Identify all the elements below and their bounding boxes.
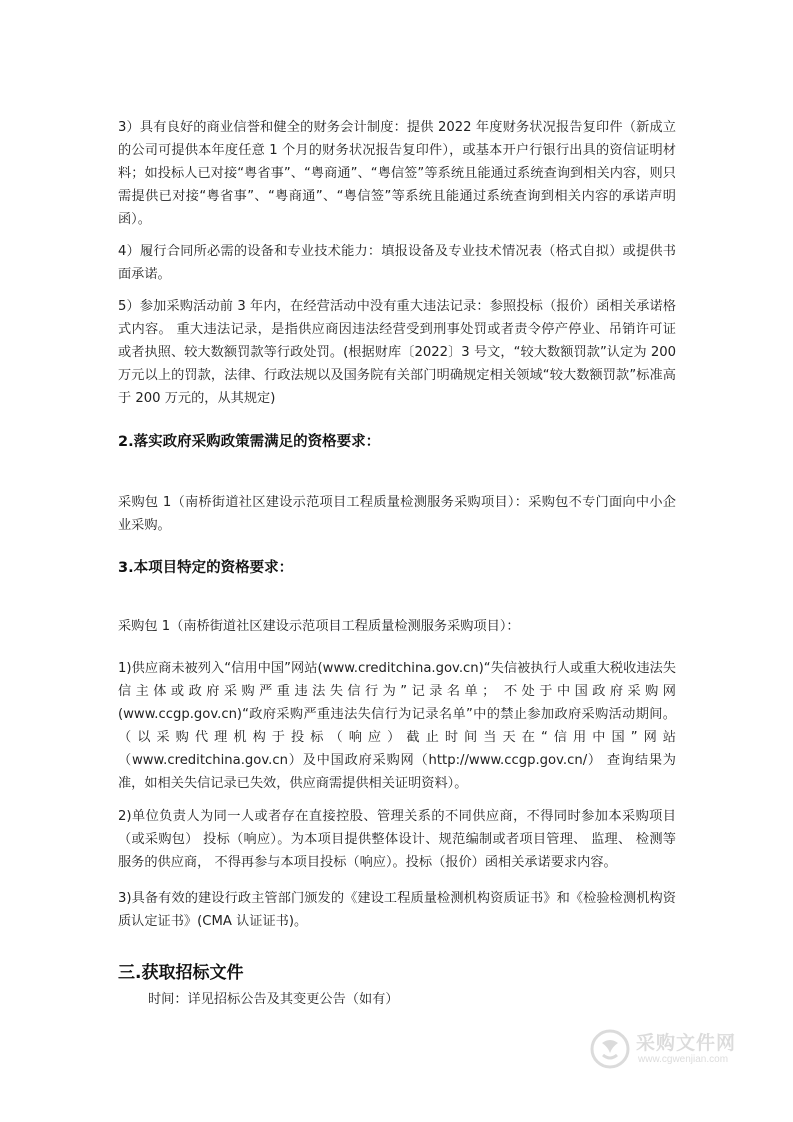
paragraph-equipment-capability: 4）履行合同所必需的设备和专业技术能力：填报设备及专业技术情况表（格式自拟）或提供书面承诺。 [118,244,676,282]
paragraph-time: 时间：详见招标公告及其变更公告（如有） [148,992,399,1007]
watermark-url: www.cgwenjian.com [638,1054,729,1065]
heading-specific-requirements: 3.本项目特定的资格要求： [118,560,294,576]
section-title-obtain-documents: 三.获取招标文件 [118,963,244,983]
paragraph-qualification-certificates: 3)具备有效的建设行政主管部门颁发的《建设工程质量检测机构资质证书》和《检验检测机构资质认定证书》(CMA 认证证书)。 [118,891,676,929]
watermark [590,1026,780,1076]
paragraph-control-relationship: 2)单位负责人为同一人或者存在直接控股、管理关系的不同供应商，不得同时参加本采购项目（或采购包） 投标（响应）。为本项目提供整体设计、规范编制或者项目管理、 监理、 检测等服务的供应商， 不得再参与本项目投标（响应）。投标（报价）函相关承诺要求内容。 [118,809,676,870]
paragraph-financial-status: 3）具有良好的商业信誉和健全的财务会计制度：提供 2022 年度财务状况报告复印件（新成立的公司可提供本年度任意 1 个月的财务状况报告复印件），或基本开户行银行出具的资信证明材料；如投标人已对接“粤省事”、“粤商通”、“粤信签”等系统且能通过系统查询到相关内容，则只需提供已对接“粤省事”、“粤商通”、“粤信签”等系统且能通过系统查询到相关内容的承诺声明函）。 [118,120,676,227]
paragraph-package-sme: 采购包 1（南桥街道社区建设示范项目工程质量检测服务采购项目）：采购包不专门面向中小企业采购。 [118,495,676,533]
watermark-title: 采购文件网 [636,1032,737,1054]
paragraph-package-title: 采购包 1（南桥街道社区建设示范项目工程质量检测服务采购项目）： [118,619,520,634]
watermark-logo-icon [590,1029,630,1069]
paragraph-credit-requirement: 1)供应商未被列入“信用中国”网站(www.creditchina.gov.cn)“失信被执行人或重大税收违法失信主体或政府采购严重违法失信行为”记录名单； 不处于中国政府采购网(www.ccgp.gov.cn)“政府采购严重违法失信行为记录名单”中的禁止参加政府采购活动期间。（以采购代理机构于投标（响应）截止时间当天在“信用中国”网站（www.creditchina.gov.cn）及中国政府采购网（http://www.ccgp.gov.cn/） 查询结果为准，如相关失信记录已失效，供应商需提供相关证明资料）。 [118,661,676,791]
paragraph-no-violation-record: 5）参加采购活动前 3 年内，在经营活动中没有重大违法记录：参照投标（报价）函相关承诺格式内容。 重大违法记录，是指供应商因违法经营受到刑事处罚或者责令停产停业、吊销许可证或者执照、较大数额罚款等行政处罚。(根据财库〔2022〕3 号文，“较大数额罚款”认定为 200 万元以上的罚款，法律、行政法规以及国务院有关部门明确规定相关领域“较大数额罚款”标准高于 200 万元的，从其规定) [118,299,676,406]
heading-policy-requirements: 2.落实政府采购政策需满足的资格要求： [118,434,381,450]
